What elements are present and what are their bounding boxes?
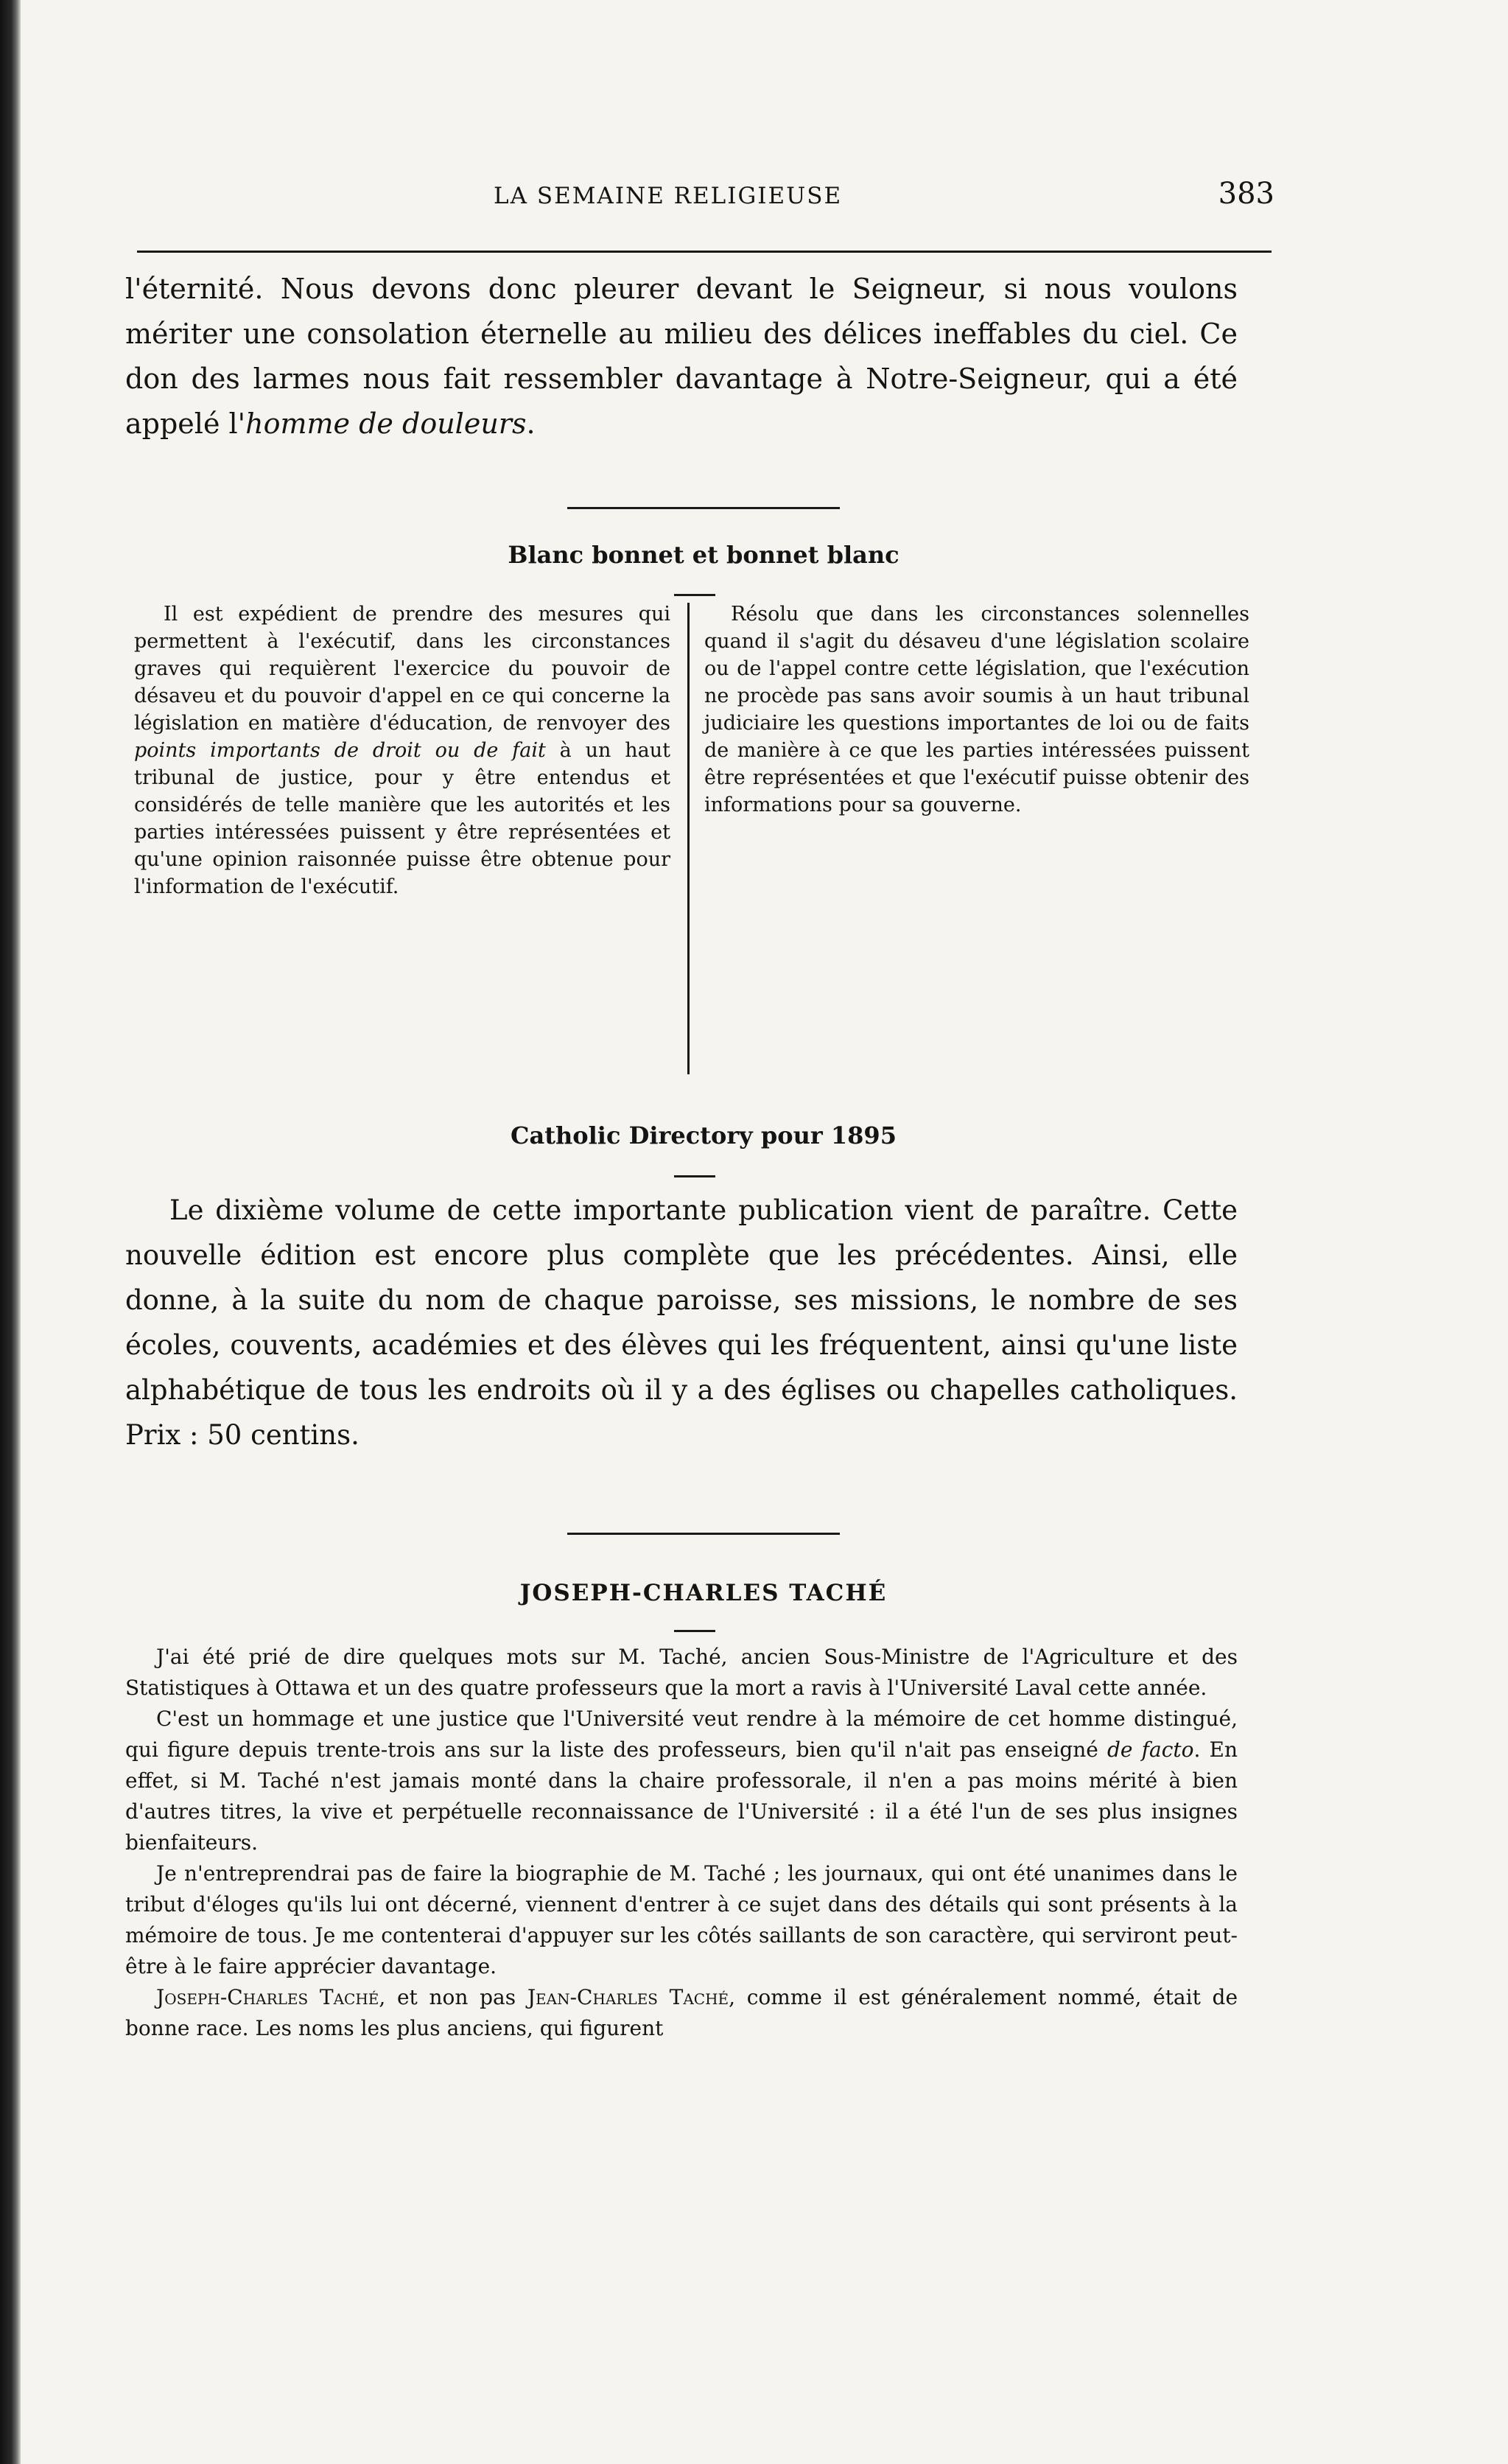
section3-p3: Je n'entreprendrai pas de faire la biographie de M. Taché ; les journaux, qui ont été unanimes dans le tribut d'éloges qu'ils lui ont décerné, viennent d'entrer à ce sujet dans des détails qui sont présents à la mémoire de tous. Je me contenterai d'appuyer sur les côtés saillants de son caractère, qui serviront peut-être à le faire apprécier davantage. xyxy=(125,1861,1238,1978)
section1-right-column xyxy=(704,601,1249,819)
p4-name-1: Joseph-Charles Taché xyxy=(156,1985,379,2009)
section3-title-bar xyxy=(674,1630,715,1632)
section-separator-1 xyxy=(567,507,840,509)
section3-body xyxy=(125,1642,1238,2044)
section1-title: Blanc bonnet et bonnet blanc xyxy=(508,541,899,569)
opening-text-main: l'éternité. Nous devons donc pleurer devant le Seigneur, si nous voulons mériter une consolation éternelle au milieu des délices ineffables du ciel. Ce don des larmes nous fait ressembler davantage à Notre-Seigneur, qui a été appelé l' xyxy=(125,273,1238,440)
section3-p2 xyxy=(125,1704,1238,1858)
p2-text-main: C'est un hommage et une justice que l'Université veut rendre à la mémoire de cet homme distingué, qui figure depuis trente-trois ans sur la liste des professeurs, bien qu'il n'ait pas enseigné xyxy=(125,1707,1238,1762)
left-col-text-main: Il est expédient de prendre des mesures qui permettent à l'exécutif, dans les circonstances graves qui requièrent l'exercice du pouvoir de désaveu et du pouvoir d'appel en ce qui concerne la législation en matière d'éducation, de renvoyer des xyxy=(134,603,670,735)
section3-p4 xyxy=(125,1982,1238,2044)
p2-italic: de facto xyxy=(1107,1737,1194,1762)
page-binding-shadow xyxy=(0,0,21,2464)
section1-title-bar xyxy=(674,594,715,596)
p4-text-end: , comme il est généralement nommé, était de bonne race. Les noms les plus anciens, qui figurent xyxy=(125,1985,1238,2040)
section2-title: Catholic Directory pour 1895 xyxy=(511,1121,897,1149)
running-title: LA SEMAINE RELIGIEUSE xyxy=(494,183,843,209)
section3-p1: J'ai été prié de dire quelques mots sur M. Taché, ancien Sous-Ministre de l'Agriculture et des Statistiques à Ottawa et un des quatre professeurs que la mort a ravis à l'Université Laval cette année. xyxy=(125,1645,1238,1700)
header-rule xyxy=(137,251,1272,253)
section2-title-bar xyxy=(674,1175,715,1177)
opening-italic: homme de douleurs xyxy=(245,407,527,440)
running-header xyxy=(125,177,1282,227)
section1-left-column xyxy=(134,601,670,900)
p4-mid: , et non pas xyxy=(379,1985,527,2009)
opening-paragraph xyxy=(125,267,1238,447)
p4-name-2: Jean-Charles Taché xyxy=(527,1985,729,2009)
section-separator-2 xyxy=(567,1533,840,1535)
page-number: 383 xyxy=(1218,177,1274,211)
opening-text-end: . xyxy=(526,407,536,440)
section1-right-text: Résolu que dans les circonstances solennelles quand il s'agit du désaveu d'une législation scolaire ou de l'appel contre cette législation, que l'exécution ne procède pas sans avoir soumis à un haut tribunal judiciaire les questions importantes de loi ou de faits de manière à ce que les parties intéressées puissent être représentées et que l'exécutif puisse obtenir des informations pour sa gouverne. xyxy=(704,603,1249,816)
section3-title: JOSEPH-CHARLES TACHÉ xyxy=(519,1580,888,1606)
column-separator xyxy=(687,603,690,1074)
opening-text xyxy=(125,267,1238,447)
section2-text: Le dixième volume de cette importante publication vient de paraître. Cette nouvelle édition est encore plus complète que les précédentes. Ainsi, elle donne, à la suite du nom de chaque paroisse, ses missions, le nombre de ses écoles, couvents, académies et des élèves qui les fréquentent, ainsi qu'une liste alphabétique de tous les endroits où il y a des églises ou chapelles catholiques. Prix : 50 centins. xyxy=(125,1194,1238,1451)
left-col-text-end: à un haut tribunal de justice, pour y être entendus et considérés de telle manière que les autorités et les parties intéressées puissent y être représentées et qu'une opinion raisonnée puisse être obtenue pour l'information de l'exécutif. xyxy=(134,739,670,898)
p2-text-end: . En effet, si M. Taché n'est jamais monté dans la chaire professorale, il n'en a pas moins mérité à bien d'autres titres, la vive et perpétuelle reconnaissance de l'Université : il a été l'un de ses plus insignes bienfaiteurs. xyxy=(125,1737,1238,1855)
section1-left-text xyxy=(134,601,670,900)
section2-body xyxy=(125,1188,1238,1457)
left-col-italic: points importants de droit ou de fait xyxy=(134,739,546,762)
